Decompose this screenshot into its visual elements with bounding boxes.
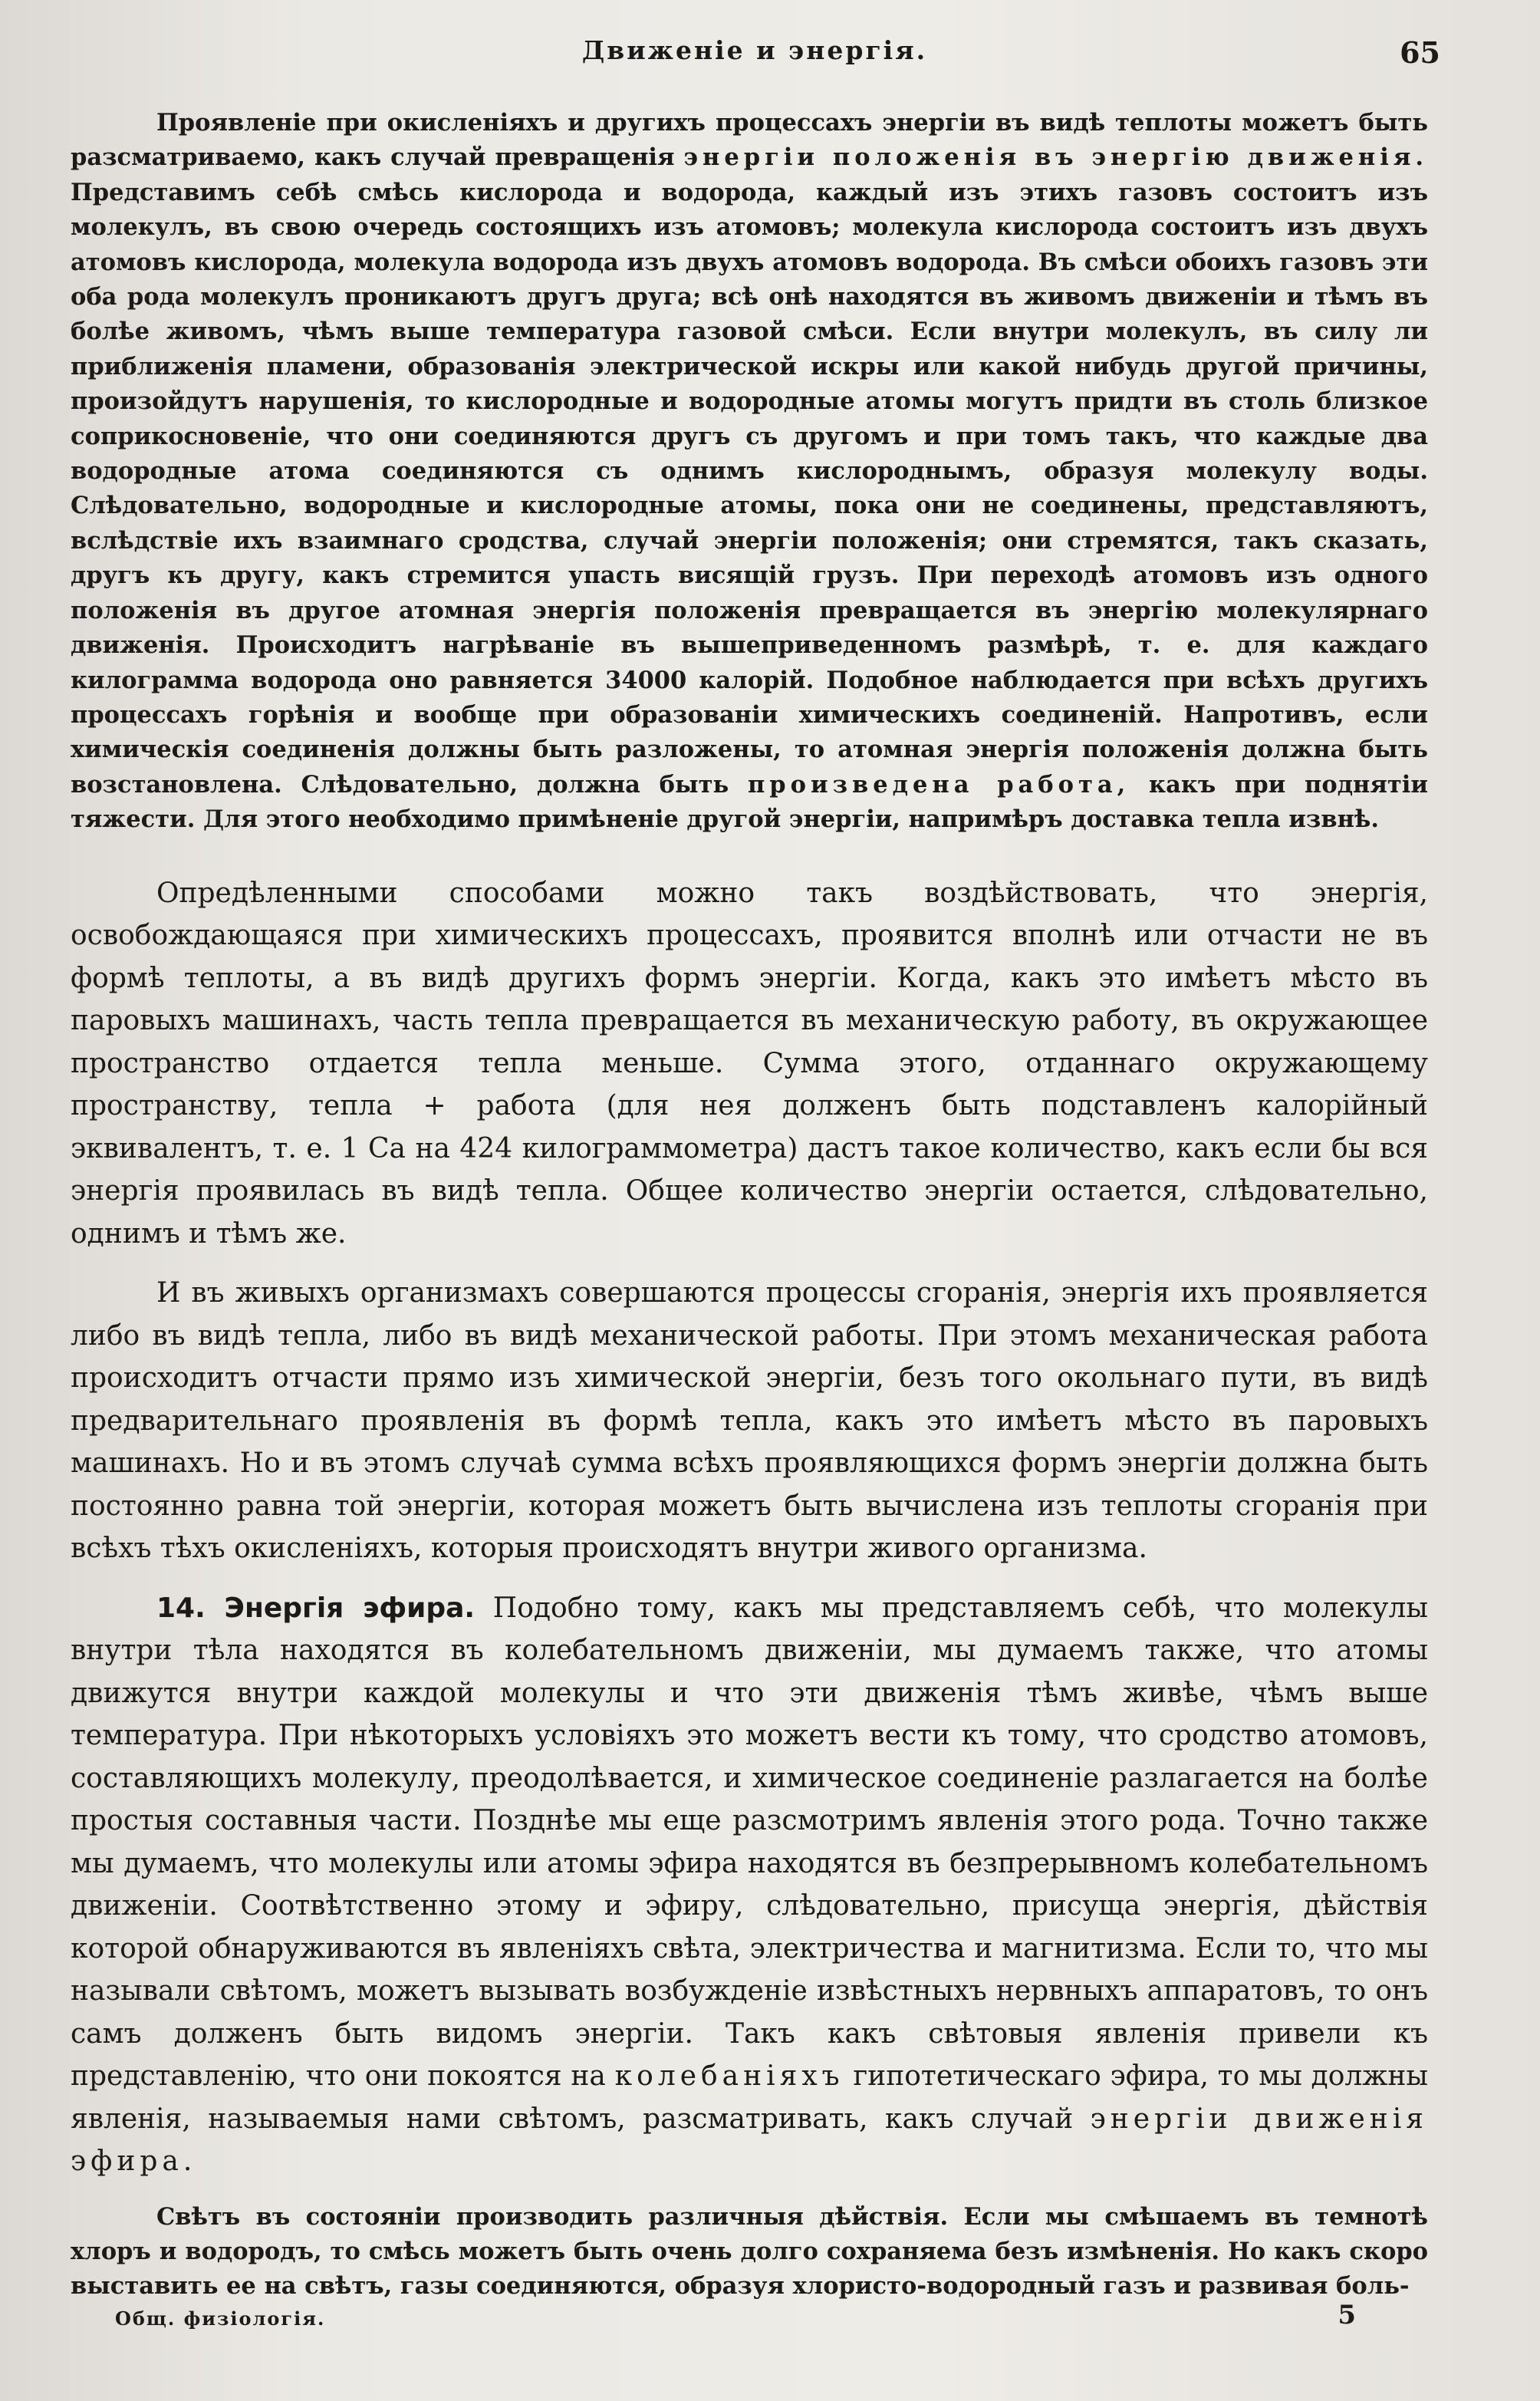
page-header [69, 35, 1440, 89]
paragraph-text: гипотетическаго эфира, то мы должны явленiя, называемыя нами свѣтомъ, разсматривать, какъ случай [71, 2060, 1429, 2135]
signature-mark: Общ. физiологiя. [115, 2307, 326, 2330]
spaced-emphasis: энергiи положенiя въ энергiю движенiя. [683, 143, 1428, 172]
paragraph-text: какъ при поднятiи тяжести. Для этого необходимо примѣненiе другой энергiи, напримѣръ доставка тепла извнѣ. [71, 770, 1428, 834]
page-body [71, 106, 1428, 2304]
spaced-emphasis: произведена работа, [747, 770, 1130, 799]
paragraph-light-effects: Свѣтъ въ состоянiи производить различныя дѣйствiя. Если мы смѣшаемъ въ темнотѣ хлоръ и водородъ, то смѣсь можетъ быть очень долго сохраняема безъ измѣненiя. Но какъ скоро выставить ее на свѣтъ, газы соединяются, образуя хлористо-водородный газъ и развивая боль- [71, 2202, 1428, 2301]
section-title: 14. Энергiя эфира. [156, 1592, 475, 1624]
spaced-emphasis: колебанiяхъ [614, 2060, 844, 2093]
paragraph-text: Проявленiе при окисленiяхъ и другихъ процессахъ энергiи въ видѣ теплоты можетъ быть разсматриваемо, какъ случай превращенiя [71, 109, 1428, 172]
paragraph-living-organisms: И въ живыхъ организмахъ совершаются процессы сгоранiя, энергiя ихъ проявляется либо въ видѣ тепла, либо въ видѣ механической работы. При этомъ механическая работа происходитъ отчасти прямо изъ химической энергiи, безъ того окольнаго пути, въ видѣ предварительнаго проявленiя въ формѣ тепла, какъ это имѣетъ мѣсто въ паровыхъ машинахъ. Но и въ этомъ случаѣ сумма всѣхъ проявляющихся формъ энергiи должна быть постоянно равна той энергiи, которая можетъ быть вычислена изъ теплоты сгоранiя при всѣхъ тѣхъ окисленiяхъ, которыя происходятъ внутри живого организма. [71, 1277, 1428, 1565]
sheet-number: 5 [1338, 2300, 1356, 2330]
paragraph-oxidation-energy [71, 106, 1428, 838]
paragraph-text: Подобно тому, какъ мы представляемъ себѣ, что молекулы внутри тѣла находятся въ колебательномъ движенiи, мы думаемъ также, что атомы движутся внутри каждой молекулы и что эти движенiя тѣмъ живѣе, чѣмъ выше температура. При нѣкоторыхъ условiяхъ это можетъ вести къ тому, что сродство атомовъ, составляющихъ молекулу, преодолѣвается, и химическое соединенiе разлагается на болѣе простыя составныя части. Позднѣе мы еще разсмотримъ явленiя этого рода. Точно также мы думаемъ, что молекулы или атомы эфира находятся въ безпрерывномъ колебательномъ движенiи. Соотвѣтственно этому и эфиру, слѣдовательно, присуща энергiя, дѣйствiя которой обнаруживаются въ явленiяхъ свѣта, электричества и магнитизма. Если то, что мы называли свѣтомъ, можетъ вызывать возбужденiе извѣстныхъ нервныхъ аппаратовъ, то онъ самъ долженъ быть видомъ энергiи. Такъ какъ свѣтовыя явленiя привели къ представленiю, что они покоятся на [71, 1592, 1428, 2093]
paragraph-ether-energy [71, 1587, 1428, 2183]
spaced-emphasis: энергiи движенiя эфира. [71, 2103, 1428, 2178]
page-footer [115, 2300, 1356, 2346]
paragraph-chemical-processes: Опредѣленными способами можно такъ воздѣйствовать, что энергiя, освобождающаяся при химическихъ процессахъ, проявится вполнѣ или отчасти не въ формѣ теплоты, а въ видѣ другихъ формъ энергiи. Когда, какъ это имѣетъ мѣсто въ паровыхъ машинахъ, часть тепла превращается въ механическую работу, въ окружающее пространство отдается тепла меньше. Сумма этого, отданнаго окружающему пространству, тепла + работа (для нея долженъ быть подставленъ калорiйный эквивалентъ, т. е. 1 Ca на 424 килограммометра) дастъ такое количество, какъ если бы вся энергiя проявилась въ видѣ тепла. Общее количество энергiи остается, слѣдовательно, однимъ и тѣмъ же. [71, 877, 1428, 1250]
paragraph-text: Представимъ себѣ смѣсь кислорода и водорода, каждый изъ этихъ газовъ состоитъ изъ молекулъ, въ свою очередь состоящихъ изъ атомовъ; молекула кислорода состоитъ изъ двухъ атомовъ кислорода, молекула водорода изъ двухъ атомовъ водорода. Въ смѣси обоихъ газовъ эти оба рода молекулъ проникаютъ другъ друга; всѣ онѣ находятся въ живомъ движенiи и тѣмъ въ болѣе живомъ, чѣмъ выше температура газовой смѣси. Если внутри молекулъ, въ силу ли приближенiя пламени, образованiя электрической искры или какой нибудь другой причины, произойдутъ нарушенiя, то кислородные и водородные атомы могутъ придти въ столь близкое соприкосновенiе, что они соединяются другъ съ другомъ и при томъ такъ, что каждые два водородные атома соединяются съ однимъ кислороднымъ, образуя молекулу воды. Слѣдовательно, водородные и кислородные атомы, пока они не соединены, представляютъ, вслѣдствiе ихъ взаимнаго сродства, случай энергiи положенiя; они стремятся, такъ сказать, другъ къ другу, какъ стремится упасть висящiй грузъ. При переходѣ атомовъ изъ одного положенiя въ другое атомная энергiя положенiя превращается въ энергiю молекулярнаго движенiя. Происходитъ нагрѣванiе въ вышеприведенномъ размѣрѣ, т. е. для каждаго килограмма водорода оно равняется 34000 калорiй. Подобное наблюдается при всѣхъ другихъ процессахъ горѣнiя и вообще при образованiи химическихъ соединенiй. Напротивъ, если химическiя соединенiя должны быть разложены, то атомная энергiя положенiя должна быть возстановлена. Слѣдовательно, должна быть [71, 178, 1428, 799]
page-number: 65 [1400, 35, 1440, 70]
running-head: Движенiе и энергiя. [581, 35, 928, 65]
